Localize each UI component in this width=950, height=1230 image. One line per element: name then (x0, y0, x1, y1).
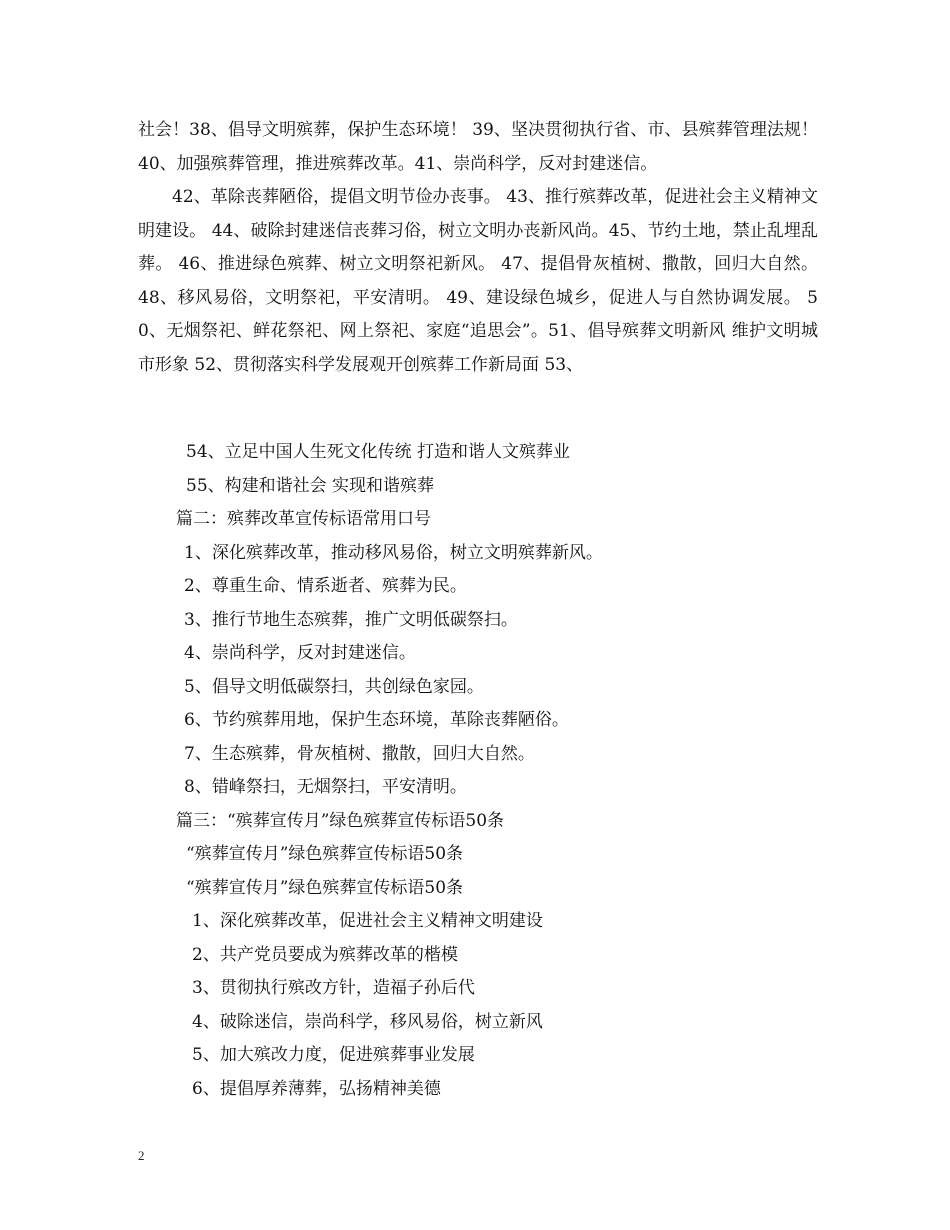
slogan-54: 54、立足中国人生死文化传统 打造和谐人文殡葬业 (186, 442, 571, 462)
list-item: 3、贯彻执行殡改方针，造福子孙后代 (192, 978, 475, 998)
section-heading-2: 篇二：殡葬改革宣传标语常用口号 (176, 509, 431, 529)
section-heading-3: 篇三：“殡葬宣传月”绿色殡葬宣传标语50条 (176, 811, 505, 831)
paragraph-42-53: 42、革除丧葬陋俗，提倡文明节俭办丧事。 43、推行殡葬改革，促进社会主义精神文明建设。 44、破除封建迷信丧葬习俗，树立文明办丧新风尚。45、节约土地，禁止乱埋乱葬。 46、推进绿色殡葬、树立文明祭祀新风。 47、提倡骨灰植树、撒散，回归大自然。 48、移风易俗，文明祭祀，平安清明。 49、建设绿色城乡，促进人与自然协调发展。 50、无烟祭祀、鲜花祭祀、网上祭祀、家庭“追思会”。51、倡导殡葬文明新风 维护文明城市形象 52、贯彻落实科学发展观开创殡葬工作新局面 53、 (138, 187, 818, 375)
list-item: 6、节约殡葬用地，保护生态环境，革除丧葬陋俗。 (184, 710, 569, 730)
list-item: 4、崇尚科学，反对封建迷信。 (184, 643, 416, 663)
list-item: 5、倡导文明低碳祭扫，共创绿色家园。 (184, 677, 484, 697)
list-item: 1、深化殡葬改革，推动移风易俗，树立文明殡葬新风。 (184, 543, 603, 563)
list-item: 5、加大殡改力度，促进殡葬事业发展 (192, 1045, 475, 1065)
list-item: 2、尊重生命、情系逝者、殡葬为民。 (184, 576, 467, 596)
list-item: 2、共产党员要成为殡葬改革的楷模 (192, 945, 458, 965)
paragraph-38-41: 社会！38、倡导文明殡葬，保护生态环境！ 39、坚决贯彻执行省、市、县殡葬管理法规！ 40、加强殡葬管理，推进殡葬改革。41、崇尚科学，反对封建迷信。 (138, 120, 818, 174)
slogan-55: 55、构建和谐社会 实现和谐殡葬 (186, 476, 435, 496)
subheading: “殡葬宣传月”绿色殡葬宣传标语50条 (186, 844, 464, 864)
list-item: 6、提倡厚养薄葬，弘扬精神美德 (192, 1079, 441, 1099)
list-item: 1、深化殡葬改革，促进社会主义精神文明建设 (192, 911, 543, 931)
subheading: “殡葬宣传月”绿色殡葬宣传标语50条 (186, 878, 464, 898)
list-item: 8、错峰祭扫，无烟祭扫，平安清明。 (184, 777, 467, 797)
page-number: 2 (138, 1148, 145, 1163)
list-item: 7、生态殡葬，骨灰植树、撒散，回归大自然。 (184, 744, 535, 764)
list-item: 3、推行节地生态殡葬，推广文明低碳祭扫。 (184, 610, 518, 630)
list-item: 4、破除迷信，崇尚科学，移风易俗，树立新风 (192, 1012, 543, 1032)
